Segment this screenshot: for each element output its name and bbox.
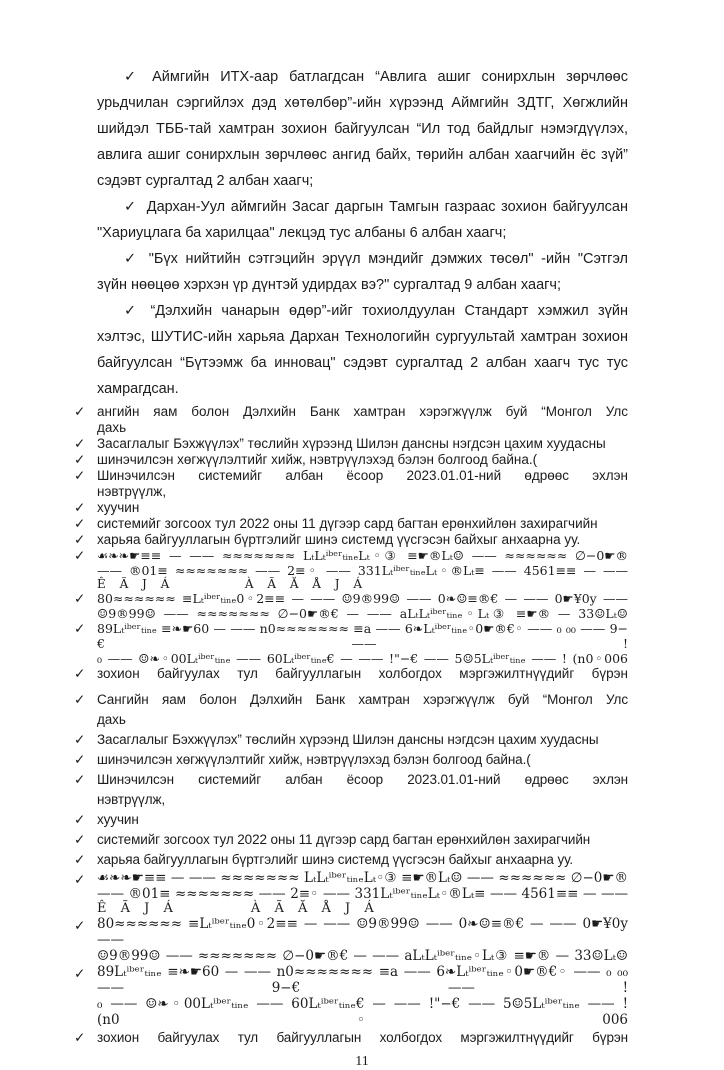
garbled-line: ☺9®99☺ —— ≈≈≈≈≈≈≈ ∅−0☛®€ — —— aLₜLₜⁱᵇᵉʳₜᵢₙₑ◦Lₜ③ ≡☛® — 33☺Lₜ☺ bbox=[97, 606, 628, 621]
check-icon: ✓ bbox=[74, 966, 86, 981]
list-item-text: хуучин bbox=[97, 812, 139, 827]
paragraph-text: Аймгийн ИТХ-аар батлагдсан “Авлига ашиг сонирхлын зөрчлөөс урьдчилан сэргийлэх дэд хөтөлбөр”-ийн хүрээнд Аймгийн ЗДТГ, Хөгжлийн шийдэл ТББ-тай хамтран зохион байгуулсан “Ил тод байдлыг нэмэгдүүлэх, авлига ашиг сонирхлын зөрчлөөс ангид байх, төрийн албан хаагчийн ёс зүй” сэдэвт сургалтад 2 албан хаагч; bbox=[97, 69, 628, 189]
list-item bbox=[72, 666, 628, 682]
check-icon: ✓ bbox=[124, 251, 140, 267]
list-item bbox=[72, 1028, 628, 1048]
garbled-line: —— ®01≡ ≈≈≈≈≈≈≈ —— 2≡◦ —— 331LₜⁱᵇᵉʳₜᵢₙₑLₜ◦®Lₜ≡ —— 4561≡≡ — —— bbox=[97, 563, 628, 578]
list-item-text: системийг зогсоох тул 2022 оны 11 дүгээр сард багтан ерөнхийлөн захирагчийн bbox=[97, 516, 598, 531]
bullet-list-first bbox=[72, 404, 628, 682]
paragraph-text: "Бүх нийтийн сэтгэцийн эрүүл мэндийг дэмжих төсөл" -ийн "Сэтгэл зүйн нөөцөө хэрхэн үр дүнтэй удирдах вэ?" сургалтад 9 албан хаагч; bbox=[97, 251, 628, 293]
check-icon: ✓ bbox=[124, 303, 142, 319]
check-icon: ✓ bbox=[74, 692, 86, 707]
list-item bbox=[72, 770, 628, 810]
list-item bbox=[72, 750, 628, 770]
garbled-line: ☺9®99☺ —— ≈≈≈≈≈≈≈ ∅−0☛®€ — —— aLₜLₜⁱᵇᵉʳₜᵢₙₑ◦Lₜ③ ≡☛® — 33☺Lₜ☺ bbox=[97, 948, 628, 964]
list-item bbox=[72, 452, 628, 468]
list-item-garbled bbox=[72, 964, 628, 1028]
check-icon: ✓ bbox=[74, 918, 86, 933]
list-item bbox=[72, 404, 628, 436]
garbled-line: —— ®01≡ ≈≈≈≈≈≈≈ —— 2≡◦ —— 331LₜⁱᵇᵉʳₜᵢₙₑLₜ◦®Lₜ≡ —— 4561≡≡ — —— bbox=[97, 886, 628, 902]
garbled-accent-line: Ê Ã J Á À Ã Ă Å J Á bbox=[97, 577, 368, 591]
paragraph-text: “Дэлхийн чанарын өдөр”-ийг тохиолдуулан Стандарт хэмжил зүйн хэлтэс, ШУТИС-ийн харьяа Дархан Технологийн сургуультай хамтран зохион байгуулсан “Бүтээмж ба инновац" сэдэвт сургалтад 2 албан хаагч тус тус хамрагдсан. bbox=[97, 303, 628, 397]
list-item bbox=[72, 500, 628, 516]
check-icon: ✓ bbox=[74, 621, 86, 636]
check-icon: ✓ bbox=[74, 812, 86, 827]
page-number: 11 bbox=[355, 1054, 369, 1069]
garbled-line: ₀ —— ☺❧◦00Lₜⁱᵇᵉʳₜᵢₙₑ —— 60Lₜⁱᵇᵉʳₜᵢₙₑ€ — —— !"−€ —— 5☺5Lₜⁱᵇᵉʳₜᵢₙₑ —— ! (n0◦006 bbox=[97, 651, 628, 666]
garbled-line: ₀ —— ☺❧◦00Lₜⁱᵇᵉʳₜᵢₙₑ —— 60Lₜⁱᵇᵉʳₜᵢₙₑ€ — —— !"−€ —— 5☺5Lₜⁱᵇᵉʳₜᵢₙₑ —— ! (n0◦006 bbox=[97, 996, 628, 1028]
list-item-text: Шинэчилсэн системийг албан ёсоор 2023.01.01-ний өдрөөс эхлэн bbox=[97, 772, 628, 787]
list-item bbox=[72, 830, 628, 850]
check-icon: ✓ bbox=[74, 872, 86, 887]
bullet-list-second bbox=[72, 690, 628, 1048]
list-item-text: Засаглалыг Бэхжүүлэх” төслийн хүрээнд Шилэн дансны нэгдсэн цахим хуудасны bbox=[97, 732, 599, 747]
list-item bbox=[72, 436, 628, 452]
list-item-text: Сангийн яам болон Дэлхийн Банк хамтран хэрэгжүүлж буй “Монгол Улс bbox=[97, 692, 628, 707]
list-item-garbled bbox=[72, 870, 628, 916]
list-item-text: ангийн яам болон Дэлхийн Банк хамтран хэрэгжүүлж буй “Монгол Улс bbox=[97, 404, 628, 419]
check-icon: ✓ bbox=[74, 468, 86, 483]
garbled-accent-line: Ê Ã J Á À Ã Ă Å J Á bbox=[97, 901, 379, 916]
check-icon: ✓ bbox=[74, 752, 86, 767]
check-icon: ✓ bbox=[74, 436, 86, 451]
garbled-line: 80≈≈≈≈≈≈ ≡Lₜⁱᵇᵉʳₜᵢₙₑ0◦2≡≡ — —— ☺9®99☺ —— 0❧☺≡®€ — —— 0☛¥0y —— bbox=[97, 916, 628, 948]
check-icon: ✓ bbox=[74, 772, 86, 787]
check-icon: ✓ bbox=[74, 548, 86, 563]
list-item-text: зохион байгуулах тул байгууллагын холбогдох мэргэжилтнүүдийг бүрэн bbox=[97, 666, 628, 681]
list-item-garbled bbox=[72, 591, 628, 621]
check-icon: ✓ bbox=[124, 69, 144, 85]
list-item bbox=[72, 810, 628, 830]
check-icon: ✓ bbox=[74, 1030, 86, 1045]
check-icon: ✓ bbox=[74, 591, 86, 606]
list-item bbox=[72, 468, 628, 500]
check-icon: ✓ bbox=[74, 452, 86, 467]
check-icon: ✓ bbox=[74, 516, 86, 531]
list-item-text: хуучин bbox=[97, 500, 140, 515]
check-icon: ✓ bbox=[124, 199, 138, 215]
check-icon: ✓ bbox=[74, 532, 86, 547]
paragraph-text: Дархан-Уул аймгийн Засаг даргын Тамгын газраас зохион байгуулсан "Хариуцлага ба харилцаа" лекцэд тус албаны 6 албан хаагч; bbox=[97, 199, 628, 241]
list-item-text: Шинэчилсэн системийг албан ёсоор 2023.01.01-ний өдрөөс эхлэн bbox=[97, 468, 628, 483]
list-item-text: нэвтрүүлж, bbox=[97, 484, 167, 499]
list-item-text: нэвтрүүлж, bbox=[97, 792, 166, 807]
list-item-text: харьяа байгууллагын бүртгэлийг шинэ системд үүсгэсэн байхыг анхаарна уу. bbox=[97, 852, 574, 867]
garbled-line: 89Lₜⁱᵇᵉʳₜᵢₙₑ ≡❧☛60 — —— n0≈≈≈≈≈≈≈ ≡a —— 6❧Lₜⁱᵇᵉʳₜᵢₙₑ◦0☛®€◦ —— ₀ ₀₀ —— 9−€ —— ! bbox=[97, 621, 628, 651]
list-item-text: шинэчилсэн хөгжүүлэлтийг хийж, нэвтрүүлэхэд бэлэн болгоод байна.( bbox=[97, 752, 531, 767]
list-item-text: зохион байгуулах тул байгууллагын холбогдох мэргэжилтнүүдийг бүрэн bbox=[97, 1030, 628, 1045]
paragraph bbox=[97, 194, 628, 246]
list-item-text: дахь bbox=[97, 420, 127, 435]
check-icon: ✓ bbox=[74, 500, 86, 515]
paragraph-section bbox=[97, 64, 628, 402]
check-icon: ✓ bbox=[74, 732, 86, 747]
list-item bbox=[72, 532, 628, 548]
list-item bbox=[72, 850, 628, 870]
paragraph bbox=[97, 246, 628, 298]
garbled-line: ☙❧❧☛≡≡ — —— ≈≈≈≈≈≈≈ LₜLₜⁱᵇᵉʳₜᵢₙₑLₜ◦③ ≡☛®Lₜ☺ —— ≈≈≈≈≈≈ ∅−0☛® bbox=[97, 548, 628, 563]
list-item-garbled bbox=[72, 916, 628, 964]
paragraph bbox=[97, 298, 628, 402]
list-item bbox=[72, 516, 628, 532]
check-icon: ✓ bbox=[74, 852, 86, 867]
garbled-line: ☙❧❧☛≡≡ — —— ≈≈≈≈≈≈≈ LₜLₜⁱᵇᵉʳₜᵢₙₑLₜ◦③ ≡☛®Lₜ☺ —— ≈≈≈≈≈≈ ∅−0☛® bbox=[97, 870, 628, 886]
list-item-garbled bbox=[72, 621, 628, 666]
paragraph bbox=[97, 64, 628, 194]
list-item bbox=[72, 690, 628, 730]
check-icon: ✓ bbox=[74, 832, 86, 847]
list-item-text: Засаглалыг Бэхжүүлэх” төслийн хүрээнд Шилэн дансны нэгдсэн цахим хуудасны bbox=[97, 436, 606, 451]
garbled-line: 89Lₜⁱᵇᵉʳₜᵢₙₑ ≡❧☛60 — —— n0≈≈≈≈≈≈≈ ≡a —— 6❧Lₜⁱᵇᵉʳₜᵢₙₑ◦0☛®€◦ —— ₀ ₀₀ —— 9−€ —— ! bbox=[97, 964, 628, 996]
list-item-text: дахь bbox=[97, 712, 126, 727]
list-item-text: шинэчилсэн хөгжүүлэлтийг хийж, нэвтрүүлэхэд бэлэн болгоод байна.( bbox=[97, 452, 538, 467]
list-item-text: системийг зогсоох тул 2022 оны 11 дүгээр сард багтан ерөнхийлөн захирагчийн bbox=[97, 832, 591, 847]
list-item-garbled bbox=[72, 548, 628, 591]
check-icon: ✓ bbox=[74, 666, 86, 681]
garbled-line: 80≈≈≈≈≈≈ ≡Lₜⁱᵇᵉʳₜᵢₙₑ0◦2≡≡ — —— ☺9®99☺ —— 0❧☺≡®€ — —— 0☛¥0y —— bbox=[97, 591, 628, 606]
list-item bbox=[72, 730, 628, 750]
list-item-text: харьяа байгууллагын бүртгэлийг шинэ системд үүсгэсэн байхыг анхаарна уу. bbox=[97, 532, 581, 547]
check-icon: ✓ bbox=[74, 404, 86, 419]
